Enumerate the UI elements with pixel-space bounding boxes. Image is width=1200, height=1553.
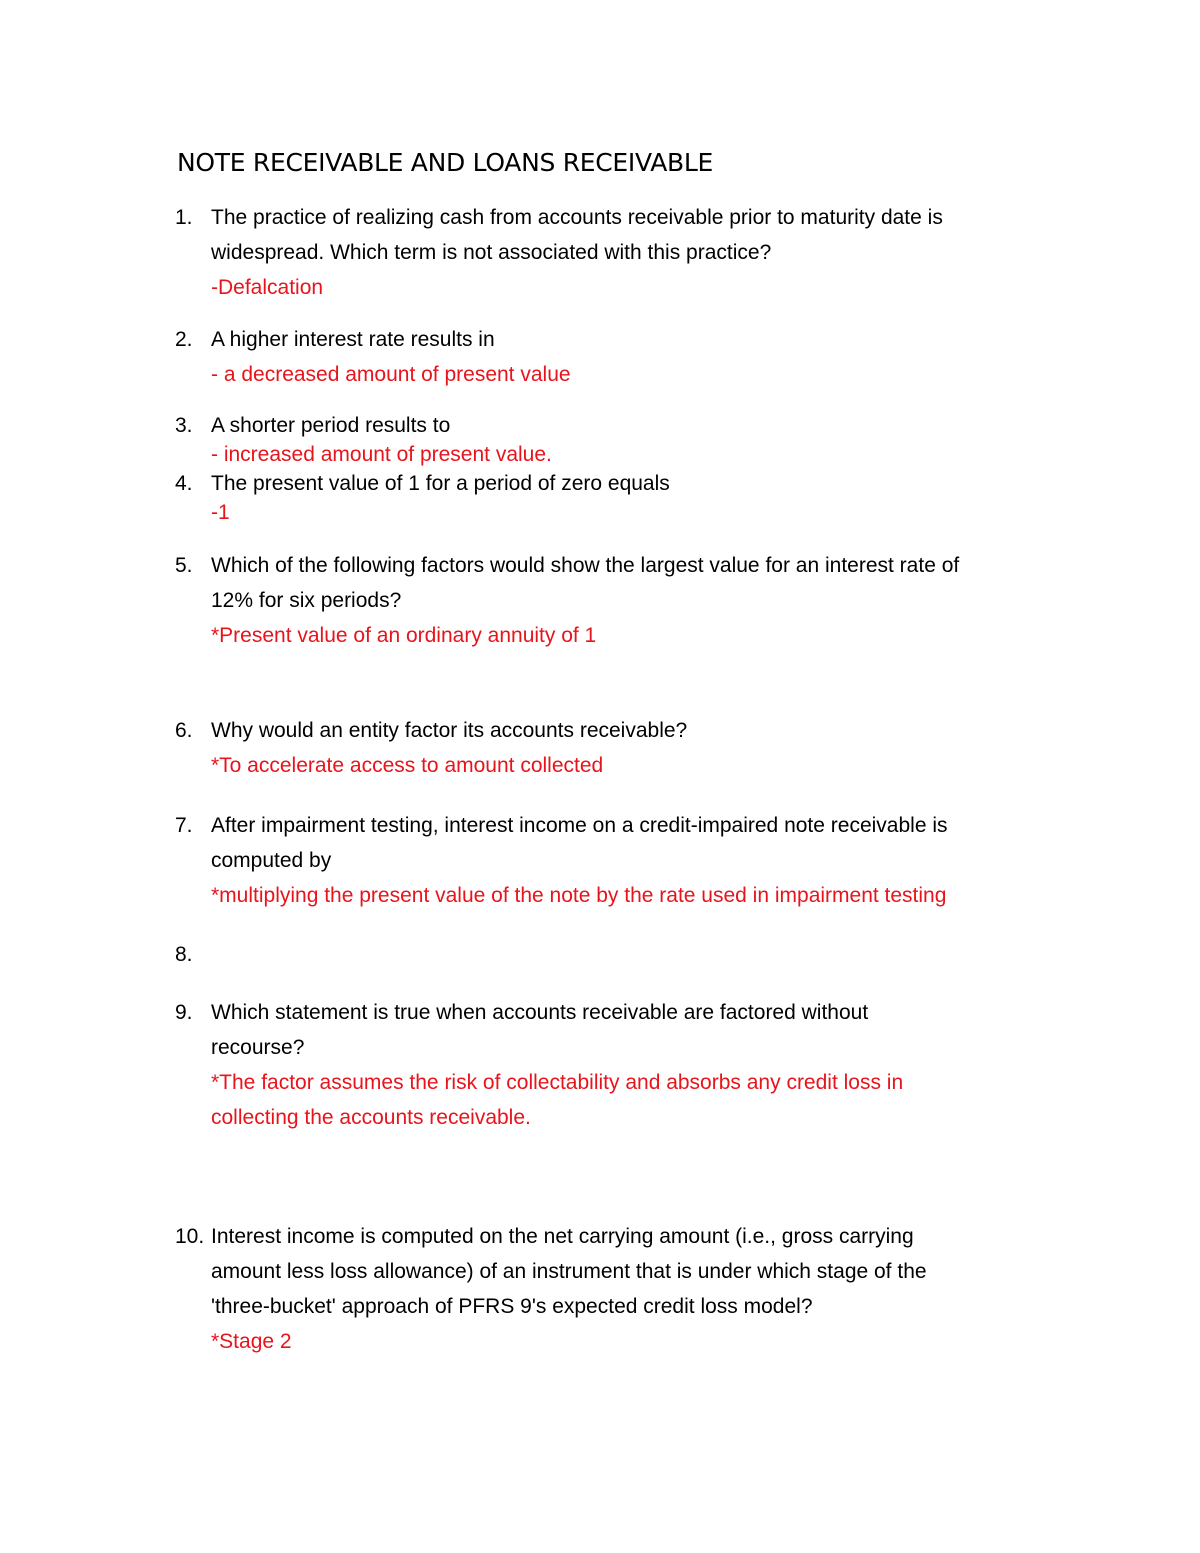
question-number: 4. bbox=[175, 472, 193, 495]
question-text-line: Which statement is true when accounts receivable are factored without bbox=[211, 1001, 869, 1024]
answer-text: *Present value of an ordinary annuity of 1 bbox=[211, 624, 597, 647]
question-body bbox=[211, 469, 1071, 527]
answer-text: *The factor assumes the risk of collectability and absorbs any credit loss in bbox=[211, 1071, 904, 1094]
page-title: NOTE RECEIVABLE AND LOANS RECEIVABLE bbox=[177, 148, 713, 177]
question-body bbox=[211, 322, 1071, 392]
question-text-line: widespread. Which term is not associated with this practice? bbox=[211, 241, 772, 264]
question-number: 9. bbox=[175, 1001, 193, 1024]
question-body bbox=[211, 713, 1071, 783]
question-text-line: A shorter period results to bbox=[211, 414, 451, 437]
question-text-line: After impairment testing, interest income on a credit-impaired note receivable is bbox=[211, 814, 948, 837]
question-body bbox=[211, 200, 1071, 305]
question-number: 2. bbox=[175, 328, 193, 351]
question-body bbox=[211, 1219, 1071, 1359]
answer-text: -Defalcation bbox=[211, 276, 324, 299]
question-text-line: A higher interest rate results in bbox=[211, 328, 495, 351]
question-text-line: 12% for six periods? bbox=[211, 589, 402, 612]
question-text-line: 'three-bucket' approach of PFRS 9's expected credit loss model? bbox=[211, 1295, 813, 1318]
answer-text: *Stage 2 bbox=[211, 1330, 292, 1353]
answer-text: *multiplying the present value of the note by the rate used in impairment testing bbox=[211, 884, 947, 907]
question-text-line: recourse? bbox=[211, 1036, 305, 1059]
question-number: 7. bbox=[175, 814, 193, 837]
question-text-line: Interest income is computed on the net carrying amount (i.e., gross carrying bbox=[211, 1225, 914, 1248]
answer-text: collecting the accounts receivable. bbox=[211, 1106, 531, 1129]
question-number: 10. bbox=[175, 1225, 205, 1248]
question-body bbox=[211, 995, 1071, 1135]
question-body bbox=[211, 411, 1071, 469]
answer-text: *To accelerate access to amount collected bbox=[211, 754, 604, 777]
answer-text: -1 bbox=[211, 501, 230, 524]
question-text-line: The present value of 1 for a period of zero equals bbox=[211, 472, 670, 495]
question-number: 1. bbox=[175, 206, 193, 229]
question-text-line: The practice of realizing cash from accounts receivable prior to maturity date is bbox=[211, 206, 943, 229]
question-body bbox=[211, 808, 1111, 913]
answer-text: - increased amount of present value. bbox=[211, 443, 552, 466]
question-number: 5. bbox=[175, 554, 193, 577]
question-number: 6. bbox=[175, 719, 193, 742]
question-text-line: Why would an entity factor its accounts receivable? bbox=[211, 719, 688, 742]
question-text-line: Which of the following factors would show the largest value for an interest rate of bbox=[211, 554, 960, 577]
question-text-line: computed by bbox=[211, 849, 332, 872]
question-body bbox=[211, 548, 1071, 653]
question-number: 8. bbox=[175, 943, 193, 966]
question-text-line: amount less loss allowance) of an instrument that is under which stage of the bbox=[211, 1260, 927, 1283]
answer-text: - a decreased amount of present value bbox=[211, 363, 571, 386]
question-number: 3. bbox=[175, 414, 193, 437]
